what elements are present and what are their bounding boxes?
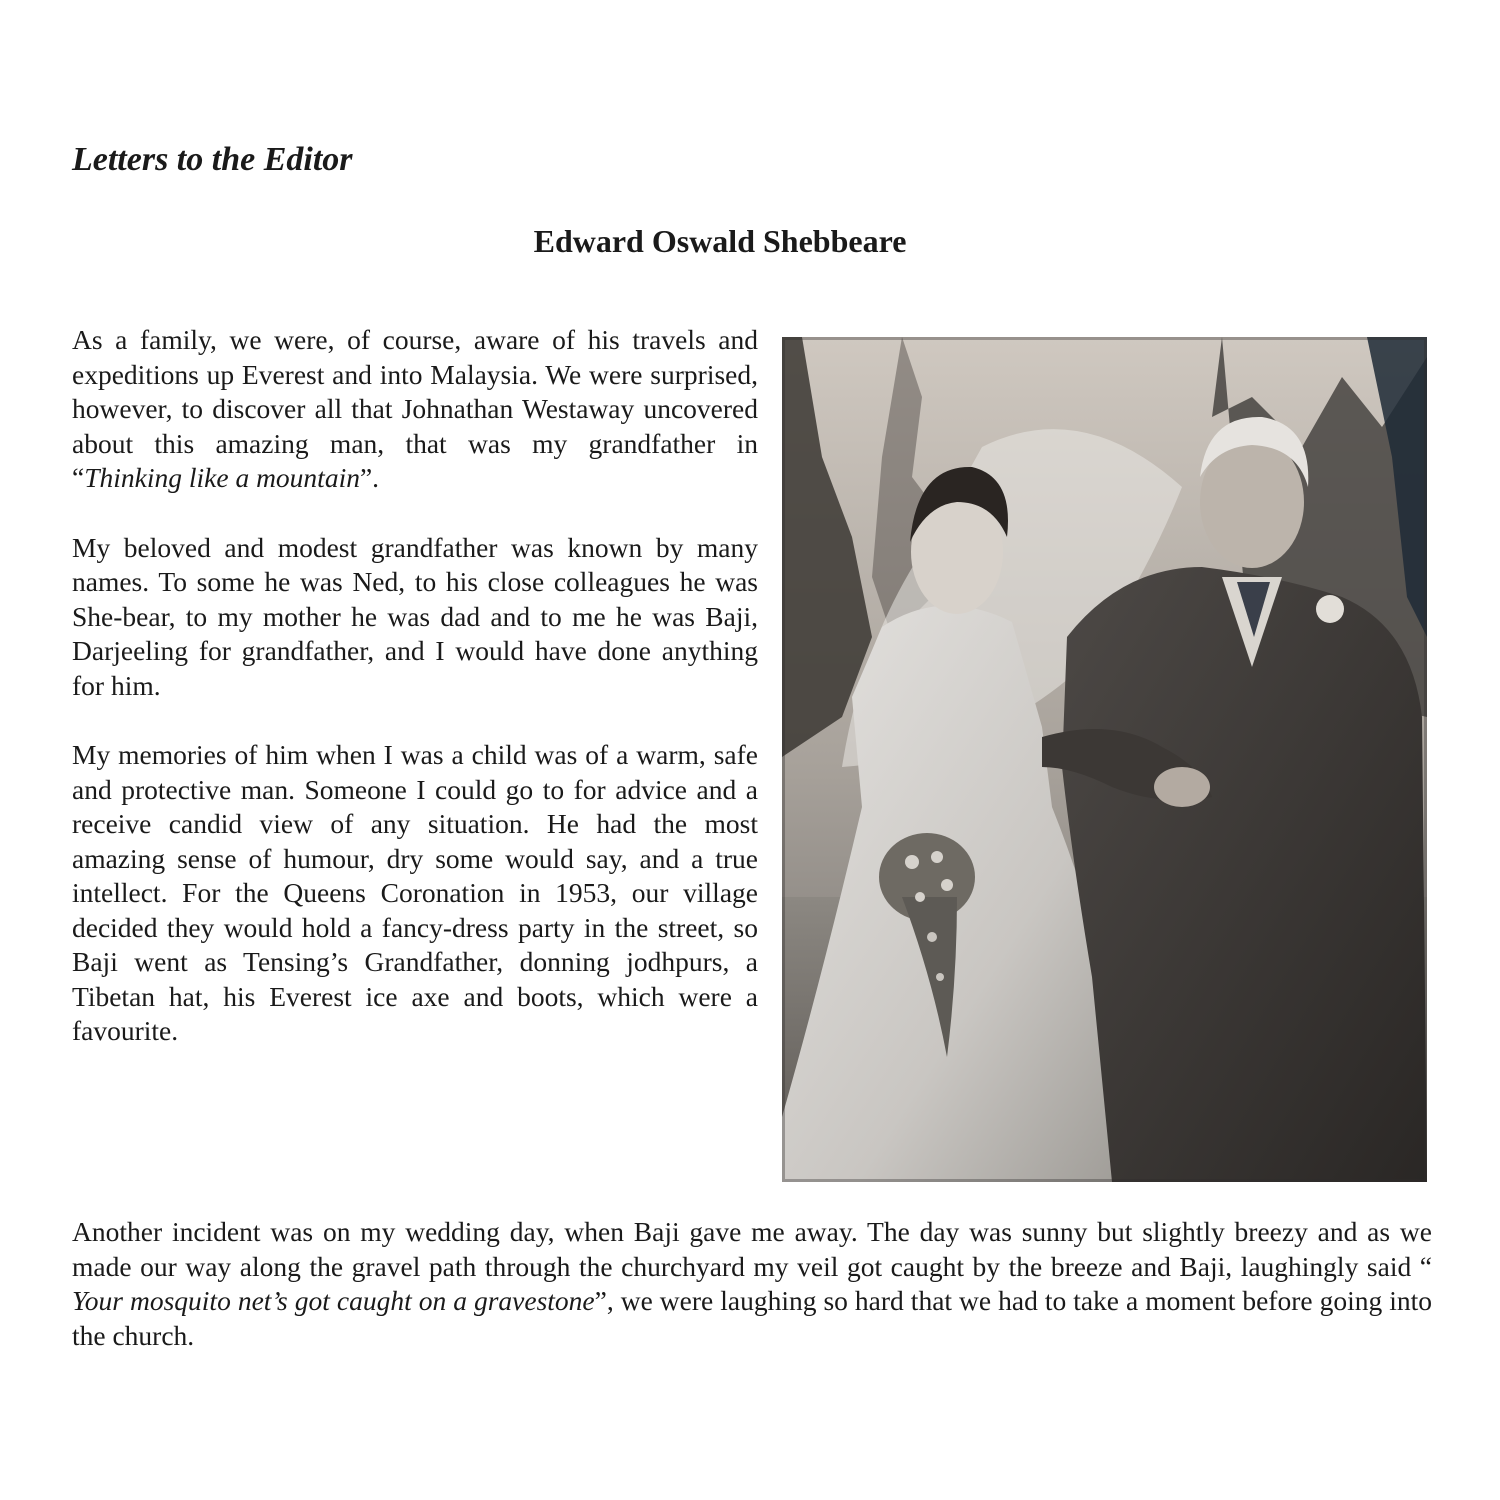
paragraph-4-end: ”, we were laughing so hard that we had to take a moment before going into the church. bbox=[72, 1285, 1433, 1351]
wedding-photo bbox=[782, 337, 1427, 1182]
paragraph-2: My beloved and modest grandfather was known by many names. To some he was Ned, to his close colleagues he was She-bear, to my mother he was dad and to me he was Baji, Darjeeling for grandfather, and I would have done anything for him. bbox=[72, 531, 758, 701]
paragraph-1-end: ”. bbox=[359, 462, 380, 493]
paragraph-1 bbox=[72, 323, 758, 496]
groom-suit bbox=[1062, 567, 1427, 1182]
article-title: Edward Oswald Shebbeare bbox=[533, 223, 907, 259]
paragraph-1-text: As a family, we were, of course, aware of his travels and expeditions up Everest and into Malaysia. We were surprised, however, to discover all that Johnathan Westaway uncovered about this amazing man, that was my grandfather in “ bbox=[72, 324, 758, 493]
section-title: Letters to the Editor bbox=[72, 141, 353, 178]
text-column bbox=[72, 323, 758, 1084]
buttonhole-flower bbox=[1316, 595, 1344, 623]
groom-hand bbox=[1154, 767, 1210, 807]
paragraph-4 bbox=[72, 1215, 1432, 1353]
paragraph-3: My memories of him when I was a child was of a warm, safe and protective man. Someone I could go to for advice and a receive candid view of any situation. He had the most amazing sense of humour, dry some would say, and a true intellect. For the Queens Coronation in 1953, our village decided they would hold a fancy-dress party in the street, so Baji went as Tensing’s Grandfather, donning jodhpurs, a Tibetan hat, his Everest ice axe and boots, which were a favourite. bbox=[72, 739, 758, 1046]
quote-text: Your mosquito net’s got caught on a gravestone bbox=[72, 1285, 595, 1316]
paragraph-4-text: Another incident was on my wedding day, when Baji gave me away. The day was sunny but slightly breezy and as we made our way along the gravel path through the churchyard my veil got caught by the breeze and Baji, laughingly said “ bbox=[72, 1216, 1432, 1282]
book-title: Thinking like a mountain bbox=[84, 462, 360, 493]
